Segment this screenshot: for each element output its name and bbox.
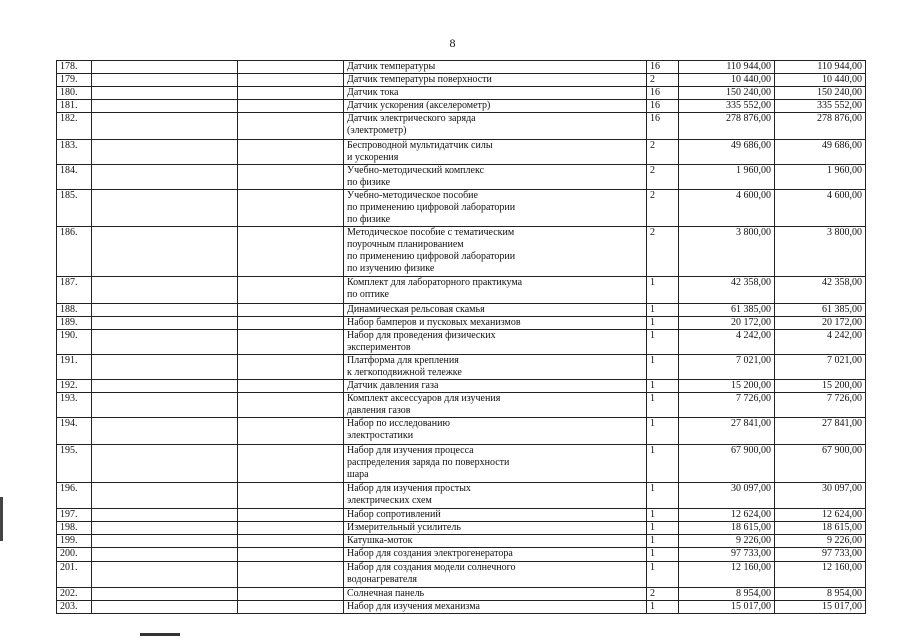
blank-cell: [238, 140, 344, 165]
item-name: Учебно-методический комплекс по физике: [344, 165, 647, 190]
item-quantity: 1: [647, 355, 679, 380]
item-total: 1 960,00: [775, 165, 866, 190]
item-quantity: 2: [647, 227, 679, 277]
item-name: Набор для изучения простых электрических схем: [344, 483, 647, 509]
item-price: 110 944,00: [679, 61, 775, 74]
item-total: 15 017,00: [775, 601, 866, 614]
table-row: [57, 355, 866, 380]
blank-cell: [238, 165, 344, 190]
blank-cell: [238, 380, 344, 393]
blank-cell: [92, 509, 238, 522]
blank-cell: [238, 562, 344, 588]
item-name: Беспроводной мультидатчик силы и ускорения: [344, 140, 647, 165]
row-number: 183.: [57, 140, 92, 165]
item-name: Платформа для крепления к легкоподвижной тележке: [344, 355, 647, 380]
table-row: [57, 317, 866, 330]
blank-cell: [92, 330, 238, 355]
item-total: 8 954,00: [775, 588, 866, 601]
item-price: 67 900,00: [679, 445, 775, 483]
row-number: 197.: [57, 509, 92, 522]
item-price: 335 552,00: [679, 100, 775, 113]
table-body: [57, 61, 866, 614]
margin-mark: [0, 497, 3, 541]
item-price: 61 385,00: [679, 304, 775, 317]
blank-cell: [238, 190, 344, 227]
blank-cell: [238, 74, 344, 87]
row-number: 187.: [57, 277, 92, 304]
blank-cell: [92, 113, 238, 140]
item-total: 97 733,00: [775, 548, 866, 562]
item-total: 4 600,00: [775, 190, 866, 227]
item-total: 7 726,00: [775, 393, 866, 418]
item-price: 4 242,00: [679, 330, 775, 355]
blank-cell: [238, 87, 344, 100]
item-quantity: 1: [647, 418, 679, 445]
table-row: [57, 100, 866, 113]
item-name: Солнечная панель: [344, 588, 647, 601]
scan-mark: [140, 633, 180, 636]
item-quantity: 1: [647, 304, 679, 317]
blank-cell: [92, 140, 238, 165]
item-price: 7 726,00: [679, 393, 775, 418]
item-price: 9 226,00: [679, 535, 775, 548]
table-row: [57, 562, 866, 588]
item-price: 30 097,00: [679, 483, 775, 509]
row-number: 198.: [57, 522, 92, 535]
item-name: Набор для проведения физических экспериментов: [344, 330, 647, 355]
item-name: Датчик электрического заряда (электрометр): [344, 113, 647, 140]
row-number: 200.: [57, 548, 92, 562]
item-quantity: 1: [647, 548, 679, 562]
item-quantity: 2: [647, 588, 679, 601]
item-price: 3 800,00: [679, 227, 775, 277]
item-quantity: 2: [647, 140, 679, 165]
item-name: Динамическая рельсовая скамья: [344, 304, 647, 317]
blank-cell: [92, 588, 238, 601]
row-number: 180.: [57, 87, 92, 100]
blank-cell: [92, 317, 238, 330]
blank-cell: [238, 393, 344, 418]
blank-cell: [238, 535, 344, 548]
blank-cell: [92, 483, 238, 509]
item-price: 97 733,00: [679, 548, 775, 562]
item-name: Набор сопротивлений: [344, 509, 647, 522]
table-row: [57, 227, 866, 277]
page-number: 8: [449, 36, 456, 50]
table-row: [57, 140, 866, 165]
item-total: 110 944,00: [775, 61, 866, 74]
blank-cell: [238, 522, 344, 535]
row-number: 185.: [57, 190, 92, 227]
table-row: [57, 74, 866, 87]
blank-cell: [92, 562, 238, 588]
item-name: Набор для создания электрогенератора: [344, 548, 647, 562]
item-name: Набор для изучения механизма: [344, 601, 647, 614]
blank-cell: [92, 445, 238, 483]
item-price: 12 624,00: [679, 509, 775, 522]
equipment-table: [56, 60, 866, 614]
blank-cell: [92, 227, 238, 277]
blank-cell: [238, 418, 344, 445]
item-price: 20 172,00: [679, 317, 775, 330]
item-quantity: 2: [647, 190, 679, 227]
item-quantity: 1: [647, 562, 679, 588]
item-price: 150 240,00: [679, 87, 775, 100]
item-price: 8 954,00: [679, 588, 775, 601]
item-price: 7 021,00: [679, 355, 775, 380]
blank-cell: [238, 277, 344, 304]
item-total: 49 686,00: [775, 140, 866, 165]
item-quantity: 1: [647, 509, 679, 522]
blank-cell: [238, 588, 344, 601]
item-name: Набор для изучения процесса распределения заряда по поверхности шара: [344, 445, 647, 483]
blank-cell: [238, 227, 344, 277]
item-total: 7 021,00: [775, 355, 866, 380]
blank-cell: [238, 548, 344, 562]
blank-cell: [92, 380, 238, 393]
item-name: Учебно-методическое пособие по применению цифровой лаборатории по физике: [344, 190, 647, 227]
item-total: 12 160,00: [775, 562, 866, 588]
row-number: 201.: [57, 562, 92, 588]
item-total: 42 358,00: [775, 277, 866, 304]
blank-cell: [238, 61, 344, 74]
table-row: [57, 277, 866, 304]
blank-cell: [92, 304, 238, 317]
row-number: 186.: [57, 227, 92, 277]
item-name: Датчик давления газа: [344, 380, 647, 393]
table-row: [57, 113, 866, 140]
item-name: Набор бамперов и пусковых механизмов: [344, 317, 647, 330]
item-price: 1 960,00: [679, 165, 775, 190]
row-number: 182.: [57, 113, 92, 140]
table-row: [57, 304, 866, 317]
table-row: [57, 445, 866, 483]
blank-cell: [92, 393, 238, 418]
table-row: [57, 87, 866, 100]
item-quantity: 2: [647, 74, 679, 87]
item-quantity: 1: [647, 330, 679, 355]
blank-cell: [238, 445, 344, 483]
item-total: 150 240,00: [775, 87, 866, 100]
item-name: Катушка-моток: [344, 535, 647, 548]
item-price: 4 600,00: [679, 190, 775, 227]
item-price: 42 358,00: [679, 277, 775, 304]
item-total: 27 841,00: [775, 418, 866, 445]
item-quantity: 16: [647, 113, 679, 140]
blank-cell: [238, 317, 344, 330]
item-name: Датчик температуры поверхности: [344, 74, 647, 87]
blank-cell: [238, 304, 344, 317]
item-quantity: 1: [647, 277, 679, 304]
row-number: 178.: [57, 61, 92, 74]
item-quantity: 1: [647, 445, 679, 483]
item-total: 30 097,00: [775, 483, 866, 509]
item-total: 61 385,00: [775, 304, 866, 317]
table-row: [57, 601, 866, 614]
item-total: 10 440,00: [775, 74, 866, 87]
item-price: 18 615,00: [679, 522, 775, 535]
blank-cell: [92, 355, 238, 380]
blank-cell: [92, 87, 238, 100]
item-price: 10 440,00: [679, 74, 775, 87]
table-row: [57, 509, 866, 522]
item-name: Датчик температуры: [344, 61, 647, 74]
row-number: 189.: [57, 317, 92, 330]
item-quantity: 1: [647, 393, 679, 418]
row-number: 181.: [57, 100, 92, 113]
table-row: [57, 548, 866, 562]
item-total: 15 200,00: [775, 380, 866, 393]
table-row: [57, 61, 866, 74]
row-number: 202.: [57, 588, 92, 601]
item-quantity: 16: [647, 100, 679, 113]
row-number: 184.: [57, 165, 92, 190]
item-price: 15 200,00: [679, 380, 775, 393]
table-row: [57, 380, 866, 393]
blank-cell: [92, 61, 238, 74]
item-quantity: 16: [647, 87, 679, 100]
blank-cell: [238, 509, 344, 522]
blank-cell: [92, 548, 238, 562]
table-row: [57, 418, 866, 445]
blank-cell: [92, 100, 238, 113]
item-name: Датчик тока: [344, 87, 647, 100]
blank-cell: [92, 165, 238, 190]
item-total: 278 876,00: [775, 113, 866, 140]
row-number: 196.: [57, 483, 92, 509]
item-total: 20 172,00: [775, 317, 866, 330]
table-row: [57, 535, 866, 548]
blank-cell: [92, 74, 238, 87]
item-name: Комплект аксессуаров для изучения давления газов: [344, 393, 647, 418]
blank-cell: [92, 190, 238, 227]
item-quantity: 1: [647, 601, 679, 614]
item-quantity: 16: [647, 61, 679, 74]
row-number: 190.: [57, 330, 92, 355]
item-total: 4 242,00: [775, 330, 866, 355]
item-name: Измерительный усилитель: [344, 522, 647, 535]
item-quantity: 1: [647, 380, 679, 393]
item-total: 67 900,00: [775, 445, 866, 483]
row-number: 194.: [57, 418, 92, 445]
table-row: [57, 393, 866, 418]
row-number: 193.: [57, 393, 92, 418]
item-name: Набор по исследованию электростатики: [344, 418, 647, 445]
table-row: [57, 522, 866, 535]
table-row: [57, 165, 866, 190]
item-quantity: 1: [647, 522, 679, 535]
item-quantity: 1: [647, 535, 679, 548]
item-price: 12 160,00: [679, 562, 775, 588]
blank-cell: [92, 522, 238, 535]
item-price: 15 017,00: [679, 601, 775, 614]
item-quantity: 1: [647, 317, 679, 330]
table-row: [57, 483, 866, 509]
item-price: 278 876,00: [679, 113, 775, 140]
row-number: 203.: [57, 601, 92, 614]
row-number: 195.: [57, 445, 92, 483]
item-quantity: 2: [647, 165, 679, 190]
item-quantity: 1: [647, 483, 679, 509]
blank-cell: [92, 535, 238, 548]
item-name: Методическое пособие с тематическим поурочным планированием по применению цифровой лаборатории по изучению физике: [344, 227, 647, 277]
item-total: 12 624,00: [775, 509, 866, 522]
row-number: 192.: [57, 380, 92, 393]
item-total: 3 800,00: [775, 227, 866, 277]
item-price: 27 841,00: [679, 418, 775, 445]
item-price: 49 686,00: [679, 140, 775, 165]
blank-cell: [238, 483, 344, 509]
blank-cell: [238, 601, 344, 614]
item-total: 9 226,00: [775, 535, 866, 548]
blank-cell: [92, 418, 238, 445]
blank-cell: [92, 277, 238, 304]
row-number: 191.: [57, 355, 92, 380]
row-number: 188.: [57, 304, 92, 317]
blank-cell: [238, 330, 344, 355]
row-number: 179.: [57, 74, 92, 87]
row-number: 199.: [57, 535, 92, 548]
table-row: [57, 190, 866, 227]
table-row: [57, 588, 866, 601]
table-row: [57, 330, 866, 355]
blank-cell: [238, 113, 344, 140]
item-name: Комплект для лабораторного практикума по оптике: [344, 277, 647, 304]
item-total: 335 552,00: [775, 100, 866, 113]
item-total: 18 615,00: [775, 522, 866, 535]
blank-cell: [238, 100, 344, 113]
item-name: Набор для создания модели солнечного водонагревателя: [344, 562, 647, 588]
blank-cell: [238, 355, 344, 380]
item-name: Датчик ускорения (акселерометр): [344, 100, 647, 113]
blank-cell: [92, 601, 238, 614]
